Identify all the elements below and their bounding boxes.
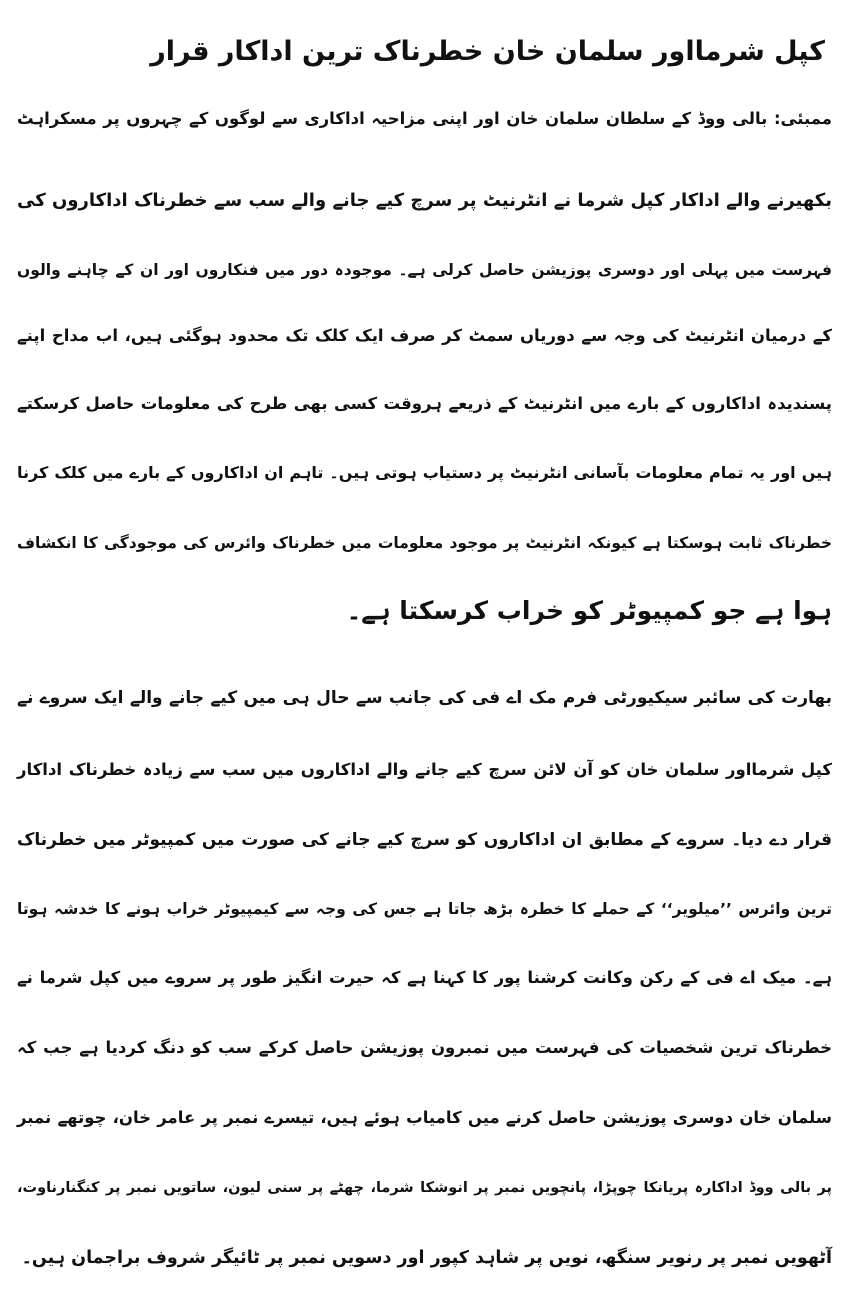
- paragraph-2-line-5: ہے۔ میک اے فی کے رکن وکانت کرشنا پور کا کہنا ہے کہ حیرت انگیز طور پر سروے میں کپل شرما نے: [17, 968, 832, 987]
- paragraph-1-line-1: ممبئی: بالی ووڈ کے سلطان سلمان خان اور اپنی مزاحیہ اداکاری سے لوگوں کے چہروں پر مسکراہٹ: [17, 109, 832, 128]
- paragraph-2-line-8: پر بالی ووڈ اداکارہ پریانکا چوپڑا، پانچویں نمبر پر انوشکا شرما، چھٹے پر سنی لیون، ساتویں نمبر پر کنگنارناوت،: [17, 1180, 832, 1196]
- paragraph-2-line-7: سلمان خان دوسری پوزیشن حاصل کرنے میں کامیاب ہوئے ہیں، تیسرے نمبر پر عامر خان، چوتھے نمبر: [17, 1108, 832, 1127]
- paragraph-2-line-9: آٹھویں نمبر پر رنویر سنگھ، نویں پر شاہد کپور اور دسویں نمبر پر ٹائیگر شروف براجمان ہیں۔: [21, 1248, 832, 1268]
- paragraph-1-line-2: بکھیرنے والے اداکار کپل شرما نے انٹرنیٹ پر سرچ کیے جانے والے سب سے خطرناک اداکاروں کی: [17, 190, 832, 211]
- article-title: کپل شرمااور سلمان خان خطرناک ترین اداکار قرار: [150, 36, 825, 67]
- paragraph-1-line-4: کے درمیان انٹرنیٹ کی وجہ سے دوریاں سمٹ کر صرف ایک کلک تک محدود ہوگئی ہیں، اب مداح اپنے: [17, 326, 832, 345]
- paragraph-1-line-3: فہرست میں پہلی اور دوسری پوزیشن حاصل کرلی ہے۔ موجودہ دور میں فنکاروں اور ان کے چاہنے والوں: [17, 261, 832, 279]
- paragraph-1-line-8: ہوا ہے جو کمپیوٹر کو خراب کرسکتا ہے۔: [346, 596, 832, 625]
- paragraph-2-line-3: قرار دے دیا۔ سروے کے مطابق ان اداکاروں کو سرچ کیے جانے کی صورت میں کمپیوٹر میں خطرناک: [17, 830, 832, 850]
- paragraph-2-line-2: کپل شرمااور سلمان خان کو آن لائن سرچ کیے جانے والے اداکاروں میں سب سے زیادہ خطرناک اداکار: [17, 760, 832, 779]
- paragraph-2-line-4: ترین وائرس ’’میلویر‘‘ کے حملے کا خطرہ بڑھ جاتا ہے جس کی وجہ سے کیمپیوٹر خراب ہونے کا خدشہ ہوتا: [17, 900, 832, 918]
- paragraph-2-line-1: بھارت کی سائبر سیکیورٹی فرم مک اے فی کی جانب سے حال ہی میں کیے جانے والے ایک سروے نے: [17, 688, 832, 708]
- paragraph-1-line-7: خطرناک ثابت ہوسکتا ہے کیونکہ انٹرنیٹ پر موجود معلومات میں خطرناک وائرس کی موجودگی کا انکشاف: [17, 534, 832, 552]
- paragraph-1-line-5: پسندیدہ اداکاروں کے بارے میں انٹرنیٹ کے ذریعے ہروقت کسی بھی طرح کی معلومات حاصل کرسکتے: [17, 394, 832, 413]
- paragraph-1-line-6: ہیں اور یہ تمام معلومات بآسانی انٹرنیٹ پر دستیاب ہوتی ہیں۔ تاہم ان اداکاروں کے بارے میں کلک کرنا: [17, 463, 832, 482]
- paragraph-2-line-6: خطرناک ترین شخصیات کی فہرست میں نمبرون پوزیشن حاصل کرکے سب کو دنگ کردیا ہے جب کہ: [17, 1038, 832, 1057]
